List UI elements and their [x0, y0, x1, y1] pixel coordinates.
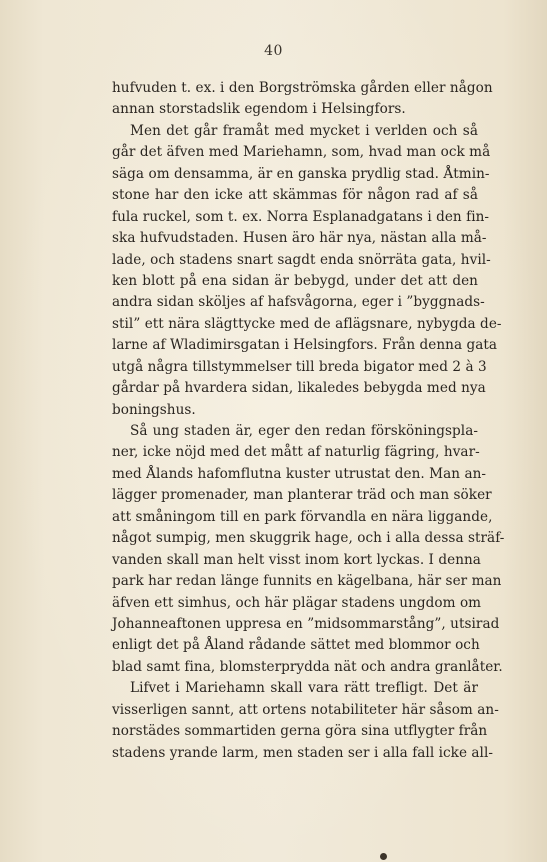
text-line: ken blott på ena sidan är bebygd, under det att den [112, 272, 478, 289]
body-text [112, 78, 505, 764]
text-line: Så ung staden är, eger den redan försköningspla- [130, 423, 478, 439]
text-line: säga om densamma, är en ganska prydlig stad. Åtmin- [112, 165, 490, 182]
text-line: norstädes sommartiden gerna göra sina utflygter från [112, 723, 488, 740]
text-line: Lifvet i Mariehamn skall vara rätt trefligt. Det är [130, 680, 478, 697]
text-line: andra sidan sköljes af hafsvågorna, eger i ”byggnads- [112, 294, 485, 311]
text-line: vanden skall man helt visst inom kort lyckas. I denna [112, 551, 481, 568]
text-line: något sumpig, men skuggrik hage, och i alla dessa sträf- [112, 530, 505, 547]
text-line: stone har den icke att skämmas för någon rad af så [112, 187, 478, 204]
text-line: blad samt fina, blomsterprydda nät och andra granlåter. [112, 658, 503, 675]
text-line: larne af Wladimirsgatan i Helsingfors. Från denna gata [112, 337, 498, 354]
page-number: 40 [264, 43, 283, 59]
text-line: går det äfven med Mariehamn, som, hvad man ock må [112, 144, 491, 161]
text-line: utgå några tillstymmelser till breda bigator med 2 à 3 [112, 358, 487, 375]
text-line: stil” ett nära slägttycke med de aflägsnare, nybygda de- [112, 315, 502, 332]
text-line: Men det går framåt med mycket i verlden och så [130, 122, 478, 139]
text-line: ner, icke nöjd med det mått af naturlig fägring, hvar- [112, 444, 480, 461]
text-line: lade, och stadens snart sagdt enda snörräta gata, hvil- [112, 251, 491, 268]
ink-spot [380, 853, 387, 860]
text-line: park har redan länge funnits en kägelbana, här ser man [112, 573, 502, 590]
text-line: ska hufvudstaden. Husen äro här nya, nästan alla må- [112, 230, 487, 247]
text-line: boningshus. [112, 401, 196, 418]
text-line: gårdar på hvardera sidan, likaledes bebygda med nya [112, 380, 486, 397]
text-line: stadens yrande larm, men staden ser i alla fall icke all- [112, 744, 493, 761]
text-line: Johanneaftonen uppresa en ”midsommarstång”, utsirad [112, 615, 500, 632]
text-line: lägger promenader, man planterar träd och man söker [112, 487, 492, 504]
text-line: enligt det på Åland rådande sättet med blommor och [112, 637, 480, 654]
text-line: annan storstadslik egendom i Helsingfors. [112, 101, 406, 118]
text-line: att småningom till en park förvandla en nära liggande, [112, 508, 493, 525]
text-line: med Ålands hafomflutna kuster utrustat den. Man an- [112, 465, 487, 482]
text-line: hufvuden t. ex. i den Borgströmska gården eller någon [112, 80, 493, 96]
text-line: äfven ett simhus, och här plägar stadens ungdom om [112, 594, 482, 611]
text-line: fula ruckel, som t. ex. Norra Esplanadgatans i den fin- [112, 208, 490, 225]
text-line: visserligen sannt, att ortens notabiliteter här såsom an- [112, 701, 499, 718]
